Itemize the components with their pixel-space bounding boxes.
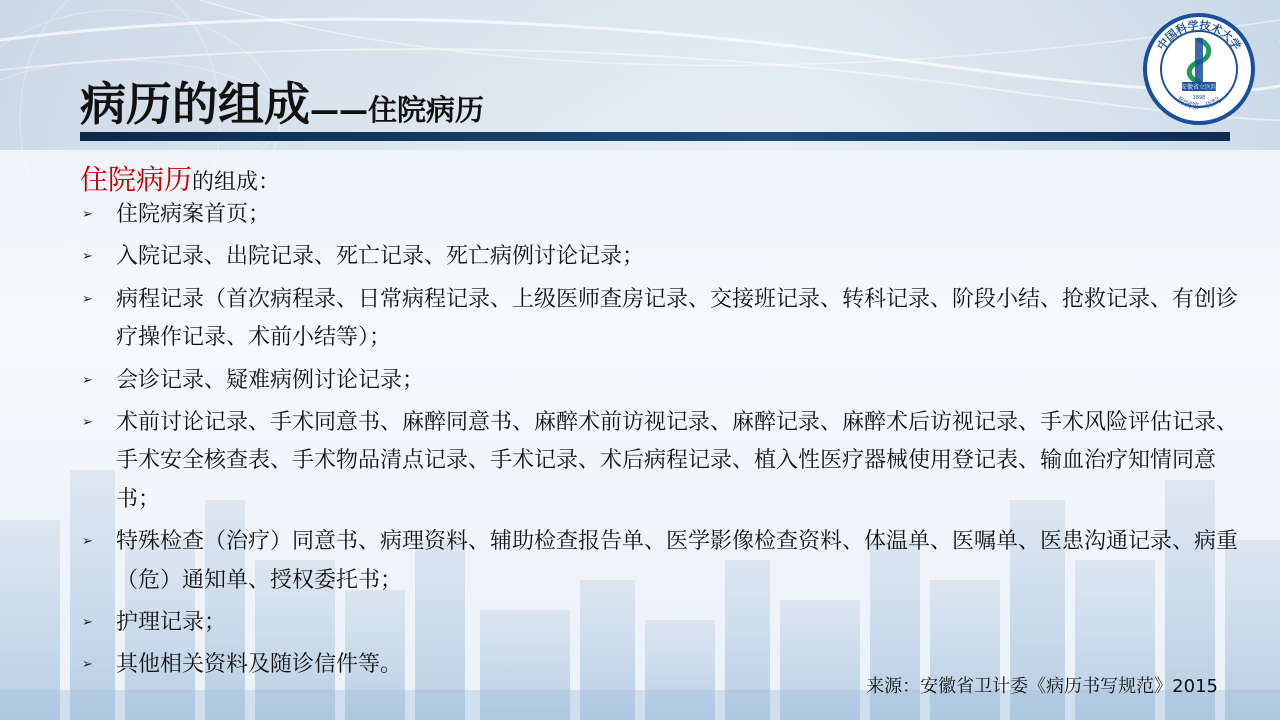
bullet-arrow-icon: ➢ bbox=[82, 415, 93, 431]
bullet-arrow-icon: ➢ bbox=[82, 207, 93, 222]
list-item-text: 其他相关资料及随诊信件等。 bbox=[116, 652, 403, 678]
composition-list bbox=[80, 196, 1240, 689]
list-item bbox=[80, 238, 1240, 276]
list-item-text: 特殊检查（治疗）同意书、病理资料、辅助检查报告单、医学影像检查资料、体温单、医嘱单、医患沟通记录、病重（危）通知单、授权委托书； bbox=[116, 529, 1239, 593]
list-item bbox=[80, 604, 1240, 642]
list-item bbox=[80, 523, 1240, 600]
title-main: 病历的组成 bbox=[80, 77, 310, 131]
list-item bbox=[80, 362, 1240, 400]
title-subtitle: ——住院病历 bbox=[310, 93, 485, 127]
logo-bottom-text: 附属第一医院 bbox=[1175, 95, 1223, 112]
bullet-arrow-icon: ➢ bbox=[82, 615, 93, 631]
list-item bbox=[80, 281, 1240, 358]
bullet-arrow-icon: ➢ bbox=[82, 372, 93, 388]
list-item-text: 会诊记录、疑难病例讨论记录； bbox=[116, 367, 425, 393]
logo-center-text: 安徽省立医院 bbox=[1180, 84, 1218, 91]
logo-year: 1898 bbox=[1192, 95, 1206, 101]
list-item-text: 入院记录、出院记录、死亡记录、死亡病例讨论记录； bbox=[116, 244, 645, 270]
list-item-text: 住院病案首页； bbox=[116, 202, 271, 227]
bullet-arrow-icon: ➢ bbox=[82, 291, 93, 307]
title-underline bbox=[80, 132, 1230, 141]
list-item-text: 病程记录（首次病程录、日常病程记录、上级医师查房记录、交接班记录、转科记录、阶段小结、抢救记录、有创诊疗操作记录、术前小结等）； bbox=[116, 286, 1239, 351]
hospital-logo bbox=[1142, 12, 1256, 126]
source-citation: 来源：安徽省卫计委《病历书写规范》2015 bbox=[866, 676, 1218, 697]
slide-title bbox=[80, 68, 484, 130]
list-item-text: 护理记录； bbox=[116, 610, 227, 636]
bullet-arrow-icon: ➢ bbox=[82, 657, 93, 673]
list-item-text: 术前讨论记录、手术同意书、麻醉同意书、麻醉术前访视记录、麻醉记录、麻醉术后访视记录、手术风险评估记录、手术安全核查表、手术物品清点记录、手术记录、术后病程记录、植入性医疗器械使用登记表、输血治疗知情同意书； bbox=[116, 410, 1239, 512]
bullet-arrow-icon: ➢ bbox=[82, 534, 93, 550]
list-item bbox=[80, 404, 1240, 519]
logo-ring-text: 中国科学技术大学 bbox=[1154, 18, 1244, 53]
intro-rest: 的组成： bbox=[192, 170, 281, 195]
intro-highlight: 住院病历 bbox=[80, 163, 193, 196]
bullet-arrow-icon: ➢ bbox=[82, 249, 93, 265]
list-item bbox=[80, 196, 1240, 234]
